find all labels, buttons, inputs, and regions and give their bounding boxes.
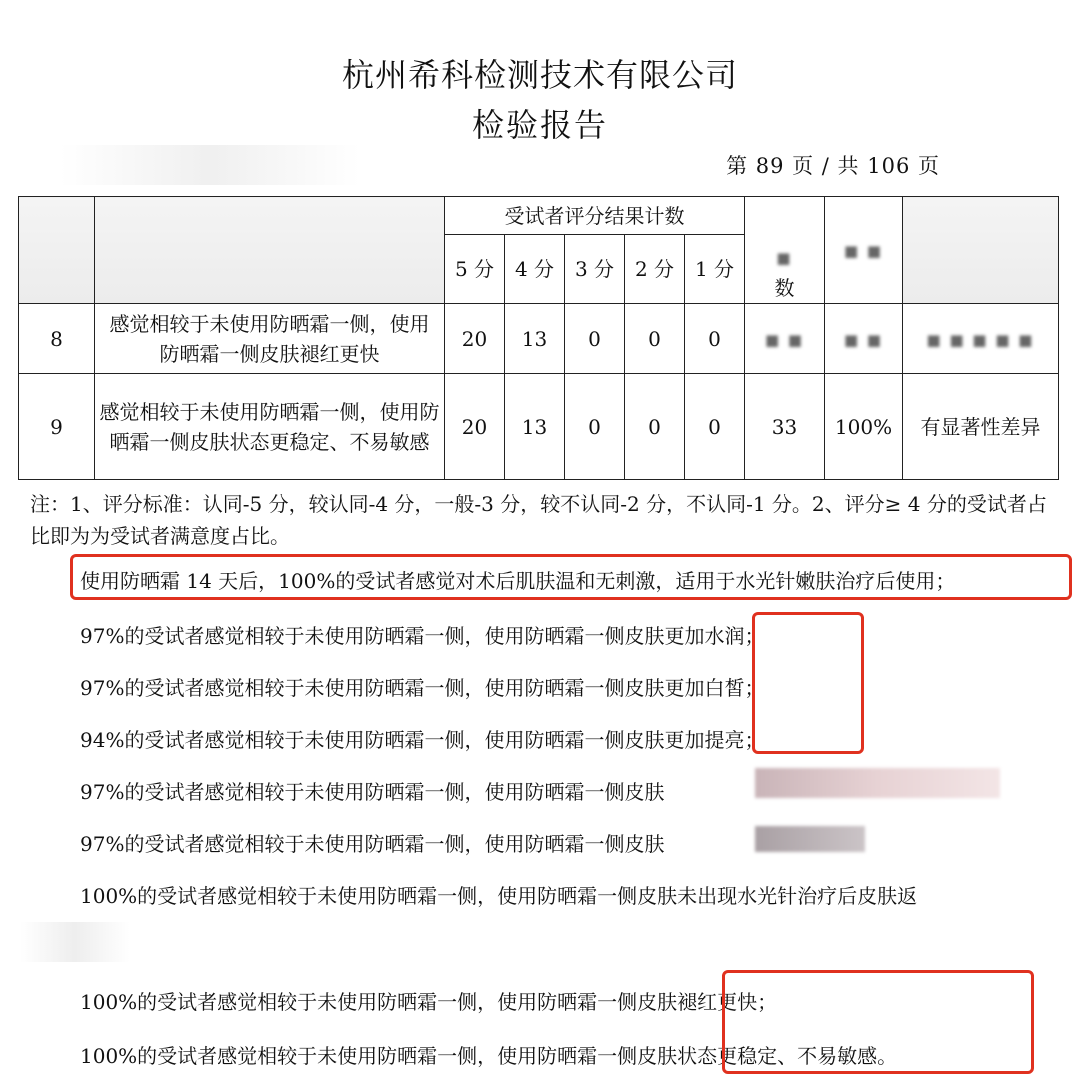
evaluation-table <box>18 196 1059 480</box>
total-header <box>745 197 825 304</box>
highlight-box <box>70 554 1072 600</box>
row-result: 有显著性差异 <box>903 374 1059 480</box>
table-row <box>19 304 1059 374</box>
row-item: 感觉相较于未使用防晒霜一侧，使用防晒霜一侧皮肤褪红更快 <box>95 304 445 374</box>
statement-line: 97%的受试者感觉相较于未使用防晒霜一侧，使用防晒霜一侧皮肤更加水润； <box>80 624 765 648</box>
row-score-2: 0 <box>625 304 685 374</box>
row-total-blurred <box>745 304 825 374</box>
statement-line: 使用防晒霜 14 天后，100%的受试者感觉对术后肌肤温和无刺激，适用于水光针嫩肤治疗后使用； <box>80 569 956 593</box>
statement-line: 100%的受试者感觉相较于未使用防晒霜一侧，使用防晒霜一侧皮肤状态更稳定、不易敏感。 <box>80 1044 898 1068</box>
row-score-1: 0 <box>685 304 745 374</box>
row-no: 9 <box>19 374 95 480</box>
row-score-2: 0 <box>625 374 685 480</box>
row-score-4: 13 <box>505 304 565 374</box>
report-title: 检验报告 <box>471 106 608 144</box>
row-score-3: 0 <box>565 374 625 480</box>
highlight-box <box>722 970 1034 1074</box>
statement-line: 100%的受试者感觉相较于未使用防晒霜一侧，使用防晒霜一侧皮肤褪红更快； <box>80 990 778 1014</box>
row-score-1: 0 <box>685 374 745 480</box>
scoring-note: 注：1、评分标准：认同-5 分，较认同-4 分，一般-3 分，较不认同-2 分，不认同-1 分。2、评分≥ 4 分的受试者占比即为为受试者满意度占比。 <box>30 492 1047 548</box>
blurred-header-text: ■ ■ <box>843 242 884 260</box>
total-header-tail: 数 <box>774 276 795 300</box>
row-score-5: 20 <box>445 304 505 374</box>
score-header-4: 4 分 <box>505 235 565 304</box>
score-header-2: 2 分 <box>625 235 685 304</box>
score-header-1: 1 分 <box>685 235 745 304</box>
header-item-cell <box>95 197 445 304</box>
rate-header <box>825 197 903 304</box>
score-header-3: 3 分 <box>565 235 625 304</box>
redacted-text <box>755 826 865 852</box>
score-header-5: 5 分 <box>445 235 505 304</box>
company-name: 杭州希科检测技术有限公司 <box>341 56 738 94</box>
statement-line: 97%的受试者感觉相较于未使用防晒霜一侧，使用防晒霜一侧皮肤 <box>80 832 665 856</box>
row-score-3: 0 <box>565 304 625 374</box>
row-score-5: 20 <box>445 374 505 480</box>
statement-line: 97%的受试者感觉相较于未使用防晒霜一侧，使用防晒霜一侧皮肤 <box>80 780 665 804</box>
redaction-smudge <box>60 145 360 185</box>
result-header <box>903 197 1059 304</box>
score-group-header: 受试者评分结果计数 <box>445 197 745 235</box>
row-rate-blurred <box>825 304 903 374</box>
highlight-box <box>752 612 864 754</box>
statement-line: 100%的受试者感觉相较于未使用防晒霜一侧，使用防晒霜一侧皮肤未出现水光针治疗后皮肤返 <box>80 884 918 908</box>
table-row <box>19 374 1059 480</box>
row-no: 8 <box>19 304 95 374</box>
row-result-blurred <box>903 304 1059 374</box>
page-number: 第 89 页 / 共 106 页 <box>726 154 940 178</box>
row-total: 33 <box>745 374 825 480</box>
statement-line: 97%的受试者感觉相较于未使用防晒霜一侧，使用防晒霜一侧皮肤更加白皙； <box>80 676 765 700</box>
row-score-4: 13 <box>505 374 565 480</box>
header-no-cell <box>19 197 95 304</box>
blurred-header-text: ■ <box>776 249 793 267</box>
blurred-cell-text: ■ ■ <box>764 330 805 349</box>
blurred-cell-text: ■ ■ <box>843 330 884 349</box>
row-item: 感觉相较于未使用防晒霜一侧，使用防晒霜一侧皮肤状态更稳定、不易敏感 <box>95 374 445 480</box>
blurred-cell-text: ■ ■ ■ ■ ■ <box>926 330 1035 349</box>
redacted-text <box>755 768 1000 798</box>
statement-line: 94%的受试者感觉相较于未使用防晒霜一侧，使用防晒霜一侧皮肤更加提亮； <box>80 728 765 752</box>
row-rate: 100% <box>825 374 903 480</box>
redaction-smudge <box>20 922 130 962</box>
